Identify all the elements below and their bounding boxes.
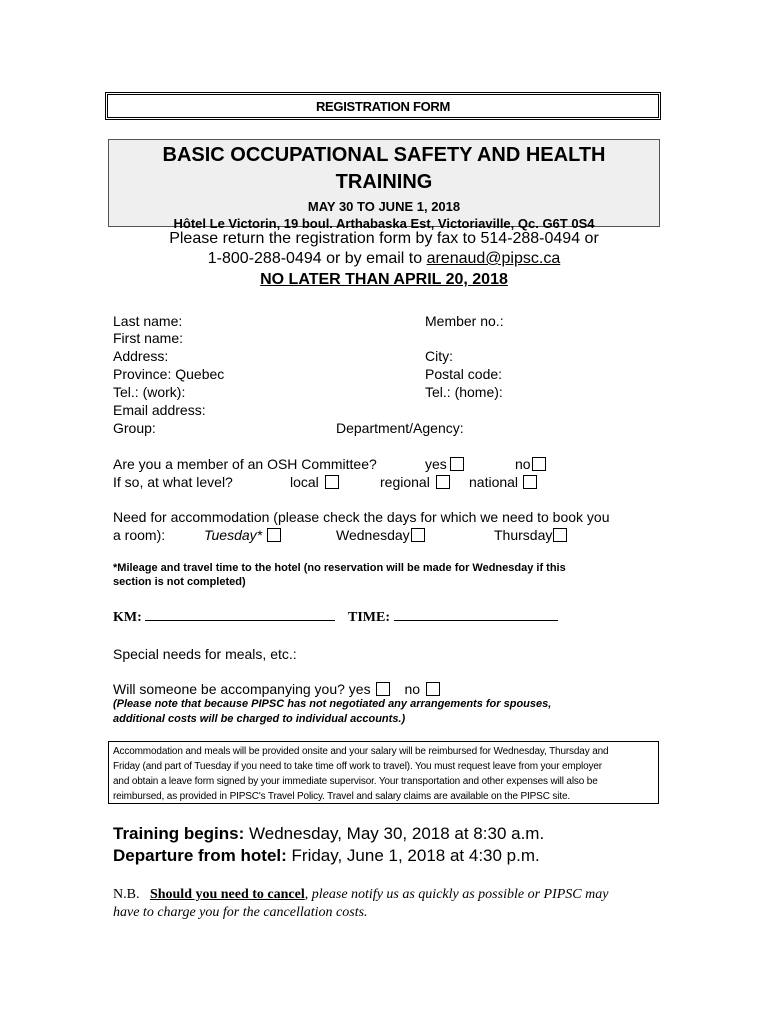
nb-underlined: Should you need to cancel bbox=[149, 887, 305, 902]
return-instructions-line2 bbox=[108, 249, 660, 269]
member-no-label: Member no.: bbox=[425, 313, 504, 329]
osh-yes-label: yes bbox=[425, 456, 447, 472]
city-label: City: bbox=[425, 348, 453, 364]
policy-line4: reimbursed, as provided in PIPSC's Travel Policy. Travel and salary claims are available on the PIPSC site. bbox=[113, 791, 570, 802]
osh-yes-option bbox=[425, 455, 464, 473]
level-local-option bbox=[290, 473, 339, 491]
wednesday-label: Wednesday bbox=[336, 527, 410, 543]
level-regional-checkbox[interactable] bbox=[436, 475, 450, 489]
accommodation-question-line2: a room): bbox=[113, 527, 166, 543]
km-input-line[interactable] bbox=[145, 608, 335, 621]
thursday-checkbox[interactable] bbox=[553, 528, 567, 542]
spouse-note-line1: (Please note that because PIPSC has not negotiated any arrangements for spouses, bbox=[113, 698, 552, 710]
wednesday-option bbox=[336, 526, 425, 544]
level-national-option bbox=[469, 473, 537, 491]
osh-question: Are you a member of an OSH Committee? bbox=[113, 456, 377, 472]
course-title-line1: BASIC OCCUPATIONAL SAFETY AND HEALTH bbox=[162, 144, 606, 166]
osh-yes-checkbox[interactable] bbox=[450, 457, 464, 471]
registration-form-banner bbox=[105, 92, 661, 120]
training-begins-value: Wednesday, May 30, 2018 at 8:30 a.m. bbox=[244, 824, 545, 843]
tuesday-option bbox=[204, 526, 281, 544]
training-begins-label: Training begins: bbox=[113, 824, 245, 843]
email-address-label: Email address: bbox=[113, 402, 206, 418]
policy-line1: Accommodation and meals will be provided onsite and your salary will be reimbursed for Wednesday, Thursday and bbox=[113, 746, 609, 757]
wednesday-checkbox[interactable] bbox=[411, 528, 425, 542]
osh-no-option bbox=[515, 455, 546, 473]
address-label: Address: bbox=[113, 348, 169, 364]
osh-no-label: no bbox=[515, 456, 531, 472]
deadline-notice: NO LATER THAN APRIL 20, 2018 bbox=[260, 271, 508, 288]
km-field bbox=[113, 608, 335, 626]
mileage-note-line2: section is not completed) bbox=[113, 576, 246, 588]
time-label: TIME: bbox=[348, 610, 390, 625]
tuesday-label: Tuesday* bbox=[204, 527, 263, 543]
return-email-link[interactable]: arenaud@pipsc.ca bbox=[426, 250, 561, 267]
accompany-question: Will someone be accompanying you? bbox=[113, 681, 345, 697]
mileage-note-line1: *Mileage and travel time to the hotel (no reservation will be made for Wednesday if this bbox=[113, 562, 566, 574]
policy-line3: and obtain a leave form signed by your immediate supervisor. Your transportation and other expenses will also be bbox=[113, 776, 598, 787]
cancellation-note-line1 bbox=[113, 886, 608, 904]
osh-level-question: If so, at what level? bbox=[113, 474, 233, 490]
first-name-label: First name: bbox=[113, 330, 184, 346]
departure-label: Departure from hotel: bbox=[113, 846, 287, 865]
registration-form-heading: REGISTRATION FORM bbox=[315, 98, 451, 114]
accommodation-question-line1: Need for accommodation (please check the days for which we need to book you bbox=[113, 509, 610, 525]
spouse-note-line2: additional costs will be charged to individual accounts.) bbox=[113, 713, 406, 725]
accompany-question-row bbox=[113, 680, 440, 698]
accompany-no-checkbox[interactable] bbox=[426, 682, 440, 696]
thursday-label: Thursday bbox=[494, 527, 553, 543]
time-input-line[interactable] bbox=[394, 608, 558, 621]
group-label: Group: bbox=[113, 420, 156, 436]
last-name-label: Last name: bbox=[113, 313, 183, 329]
course-title-line2: TRAINING bbox=[335, 171, 433, 193]
level-regional-option bbox=[380, 473, 450, 491]
level-regional-label: regional bbox=[380, 474, 430, 490]
level-local-checkbox[interactable] bbox=[325, 475, 339, 489]
level-national-label: national bbox=[469, 474, 519, 490]
nb-prefix: N.B. bbox=[113, 887, 150, 902]
departure-row bbox=[113, 845, 540, 867]
tel-home-label: Tel.: (home): bbox=[425, 384, 503, 400]
policy-info-box bbox=[108, 741, 659, 804]
level-local-label: local bbox=[290, 474, 319, 490]
thursday-option bbox=[494, 526, 567, 544]
course-venue: Hôtel Le Victorin, 19 boul. Arthabaska Est, Victoriaville, Qc. G6T 0S4 bbox=[173, 216, 595, 231]
policy-line2: Friday (and part of Tuesday if you need to take time off work to travel). You must request leave from your employer bbox=[113, 761, 602, 772]
time-field bbox=[348, 608, 558, 626]
km-label: KM: bbox=[113, 610, 142, 625]
accompany-yes-label: yes bbox=[348, 681, 371, 697]
special-needs-label: Special needs for meals, etc.: bbox=[113, 646, 297, 662]
osh-no-checkbox[interactable] bbox=[532, 457, 546, 471]
accompany-no-label: no bbox=[404, 681, 421, 697]
departure-value: Friday, June 1, 2018 at 4:30 p.m. bbox=[286, 846, 540, 865]
course-dates: MAY 30 TO JUNE 1, 2018 bbox=[307, 199, 461, 214]
cancellation-note-line2: have to charge you for the cancellation costs. bbox=[113, 905, 368, 920]
return-fax-text: 1-800-288-0494 or by email to bbox=[207, 250, 427, 267]
department-label: Department/Agency: bbox=[336, 420, 464, 436]
course-title-box bbox=[108, 139, 660, 231]
training-begins-row bbox=[113, 823, 544, 845]
nb-line1-rest: , please notify us as quickly as possible or PIPSC may bbox=[304, 887, 609, 902]
province-label: Province: Quebec bbox=[113, 366, 225, 382]
accompany-yes-checkbox[interactable] bbox=[376, 682, 390, 696]
return-instructions-line1: Please return the registration form by fax to 514-288-0494 or bbox=[169, 230, 599, 247]
tel-work-label: Tel.: (work): bbox=[113, 384, 186, 400]
level-national-checkbox[interactable] bbox=[523, 475, 537, 489]
tuesday-checkbox[interactable] bbox=[267, 528, 281, 542]
postal-code-label: Postal code: bbox=[425, 366, 503, 382]
